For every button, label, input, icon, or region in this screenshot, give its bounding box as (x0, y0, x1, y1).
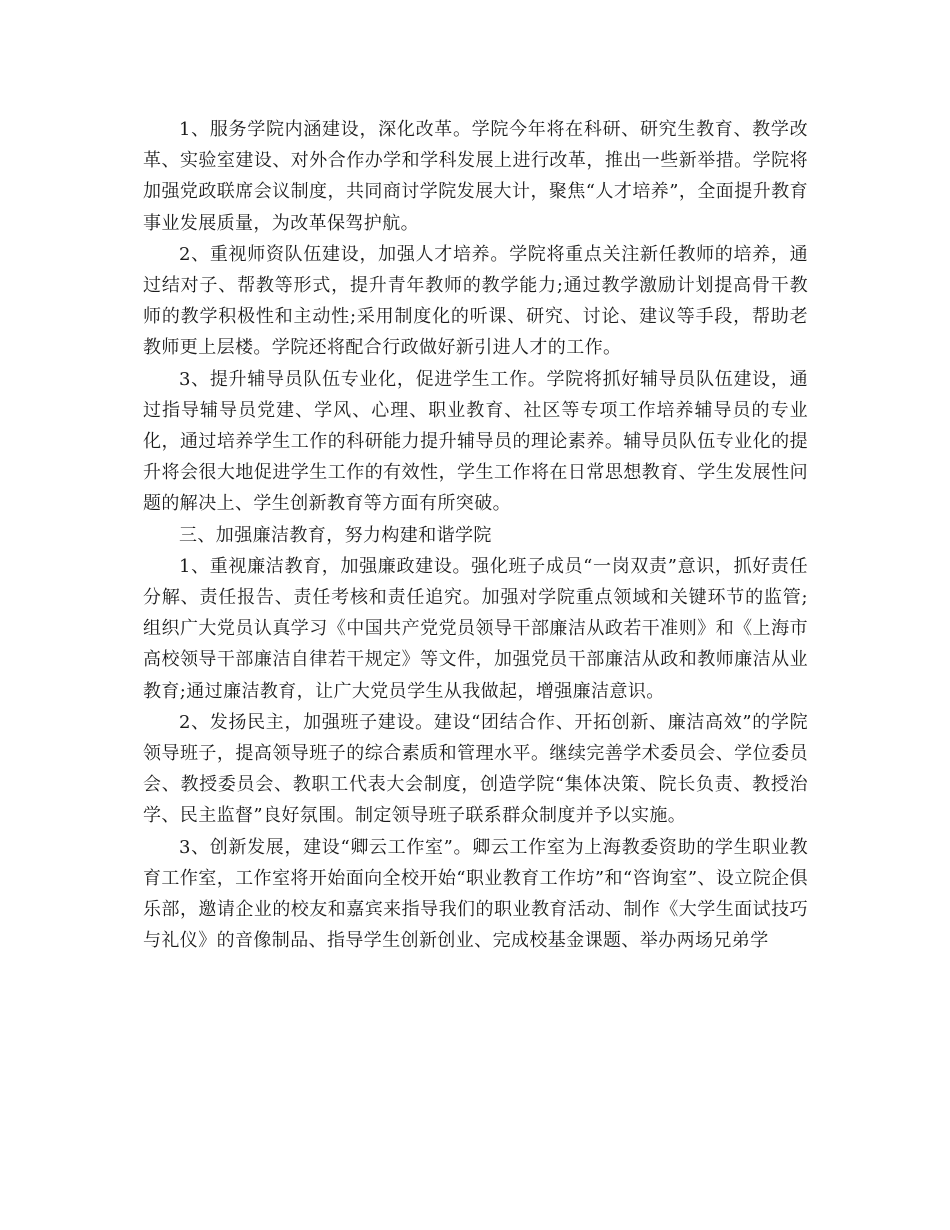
document-body (143, 114, 808, 956)
paragraph-service-reform: 1、服务学院内涵建设，深化改革。学院今年将在科研、研究生教育、教学改革、实验室建设、对外合作办学和学科发展上进行改革，推出一些新举措。学院将加强党政联席会议制度，共同商讨学院发展大计，聚焦“人才培养”，全面提升教育事业发展质量，为改革保驾护航。 (143, 119, 808, 234)
paragraph-faculty-building: 2、重视师资队伍建设，加强人才培养。学院将重点关注新任教师的培养，通过结对子、帮教等形式，提升青年教师的教学能力;通过教学激励计划提高骨干教师的教学积极性和主动性;采用制度化的听课、研究、讨论、建议等手段，帮助老教师更上层楼。学院还将配合行政做好新引进人才的工作。 (143, 243, 808, 359)
section-heading-integrity: 三、加强廉洁教育，努力构建和谐学院 (179, 524, 492, 546)
paragraph-democracy-leadership: 2、发扬民主，加强班子建设。建设“团结合作、开拓创新、廉洁高效”的学院领导班子，提高领导班子的综合素质和管理水平。继续完善学术委员会、学位委员会、教授委员会、教职工代表大会制度，创造学院“集体决策、院长负责、教授治学、民主监督”良好氛围。制定领导班子联系群众制度并予以实施。 (143, 711, 808, 827)
paragraph-counselor-team: 3、提升辅导员队伍专业化，促进学生工作。学院将抓好辅导员队伍建设，通过指导辅导员党建、学风、心理、职业教育、社区等专项工作培养辅导员的专业化，通过培养学生工作的科研能力提升辅导员的理论素养。辅导员队伍专业化的提升将会很大地促进学生工作的有效性，学生工作将在日常思想教育、学生发展性问题的解决上、学生创新教育等方面有所突破。 (143, 368, 808, 515)
paragraph-integrity-education: 1、重视廉洁教育，加强廉政建设。强化班子成员“一岗双责”意识，抓好责任分解、责任报告、责任考核和责任追究。加强对学院重点领域和关键环节的监管;组织广大党员认真学习《中国共产党党员领导干部廉洁从政若干准则》和《上海市高校领导干部廉洁自律若干规定》等文件，加强党员干部廉洁从政和教师廉洁从业教育;通过廉洁教育，让广大党员学生从我做起，增强廉洁意识。 (143, 555, 808, 702)
paragraph-qingyun-studio: 3、创新发展，建设“卿云工作室”。卿云工作室为上海教委资助的学生职业教育工作室，工作室将开始面向全校开始“职业教育工作坊”和“咨询室”、设立院企俱乐部，邀请企业的校友和嘉宾来指导我们的职业教育活动、制作《大学生面试技巧与礼仪》的音像制品、指导学生创新创业、完成校基金课题、举办两场兄弟学 (143, 836, 808, 952)
